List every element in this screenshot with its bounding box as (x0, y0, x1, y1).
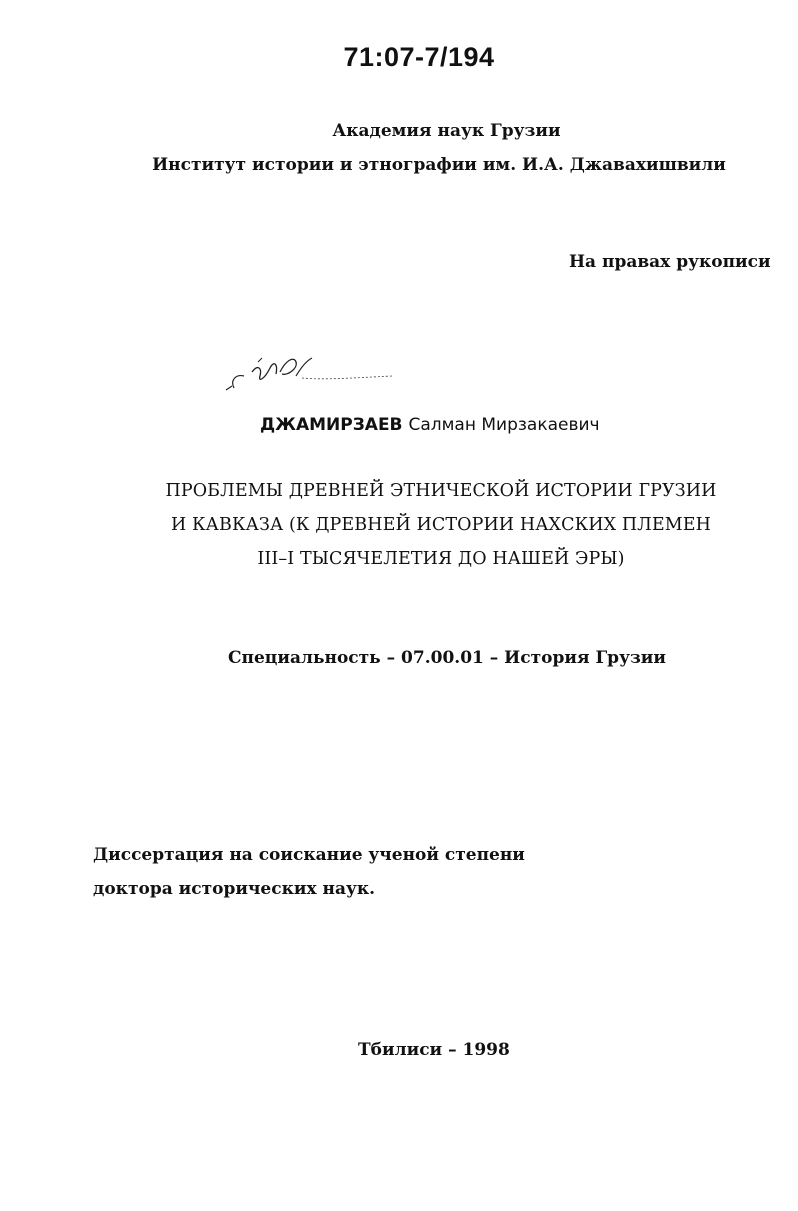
dissertation-title-line: ПРОБЛЕМЫ ДРЕВНЕЙ ЭТНИЧЕСКОЙ ИСТОРИИ ГРУЗИИ (165, 481, 717, 501)
author-given-names: Салман Мирзакаевич (408, 415, 600, 435)
rights-note: На правах рукописи (569, 252, 771, 272)
degree-line: доктора исторических наук. (93, 879, 376, 899)
specialty-line: Специальность – 07.00.01 – История Грузии (228, 648, 667, 668)
dissertation-title-line: И КАВКАЗА (К ДРЕВНЕЙ ИСТОРИИ НАХСКИХ ПЛЕМЕН (170, 515, 712, 535)
author-surname: ДЖАМИРЗАЕВ (260, 415, 403, 435)
catalog-number: 71:07-7/194 (343, 42, 495, 72)
handwritten-signature (222, 350, 402, 400)
dissertation-title-line: III–I ТЫСЯЧЕЛЕТИЯ ДО НАШЕЙ ЭРЫ) (257, 549, 625, 569)
place-and-year: Тбилиси – 1998 (358, 1040, 510, 1060)
degree-line: Диссертация на соискание ученой степени (93, 845, 525, 865)
institute-name: Институт истории и этнографии им. И.А. Джавахишвили (152, 155, 726, 175)
academy-name: Академия наук Грузии (332, 121, 561, 141)
author-name (260, 415, 600, 435)
